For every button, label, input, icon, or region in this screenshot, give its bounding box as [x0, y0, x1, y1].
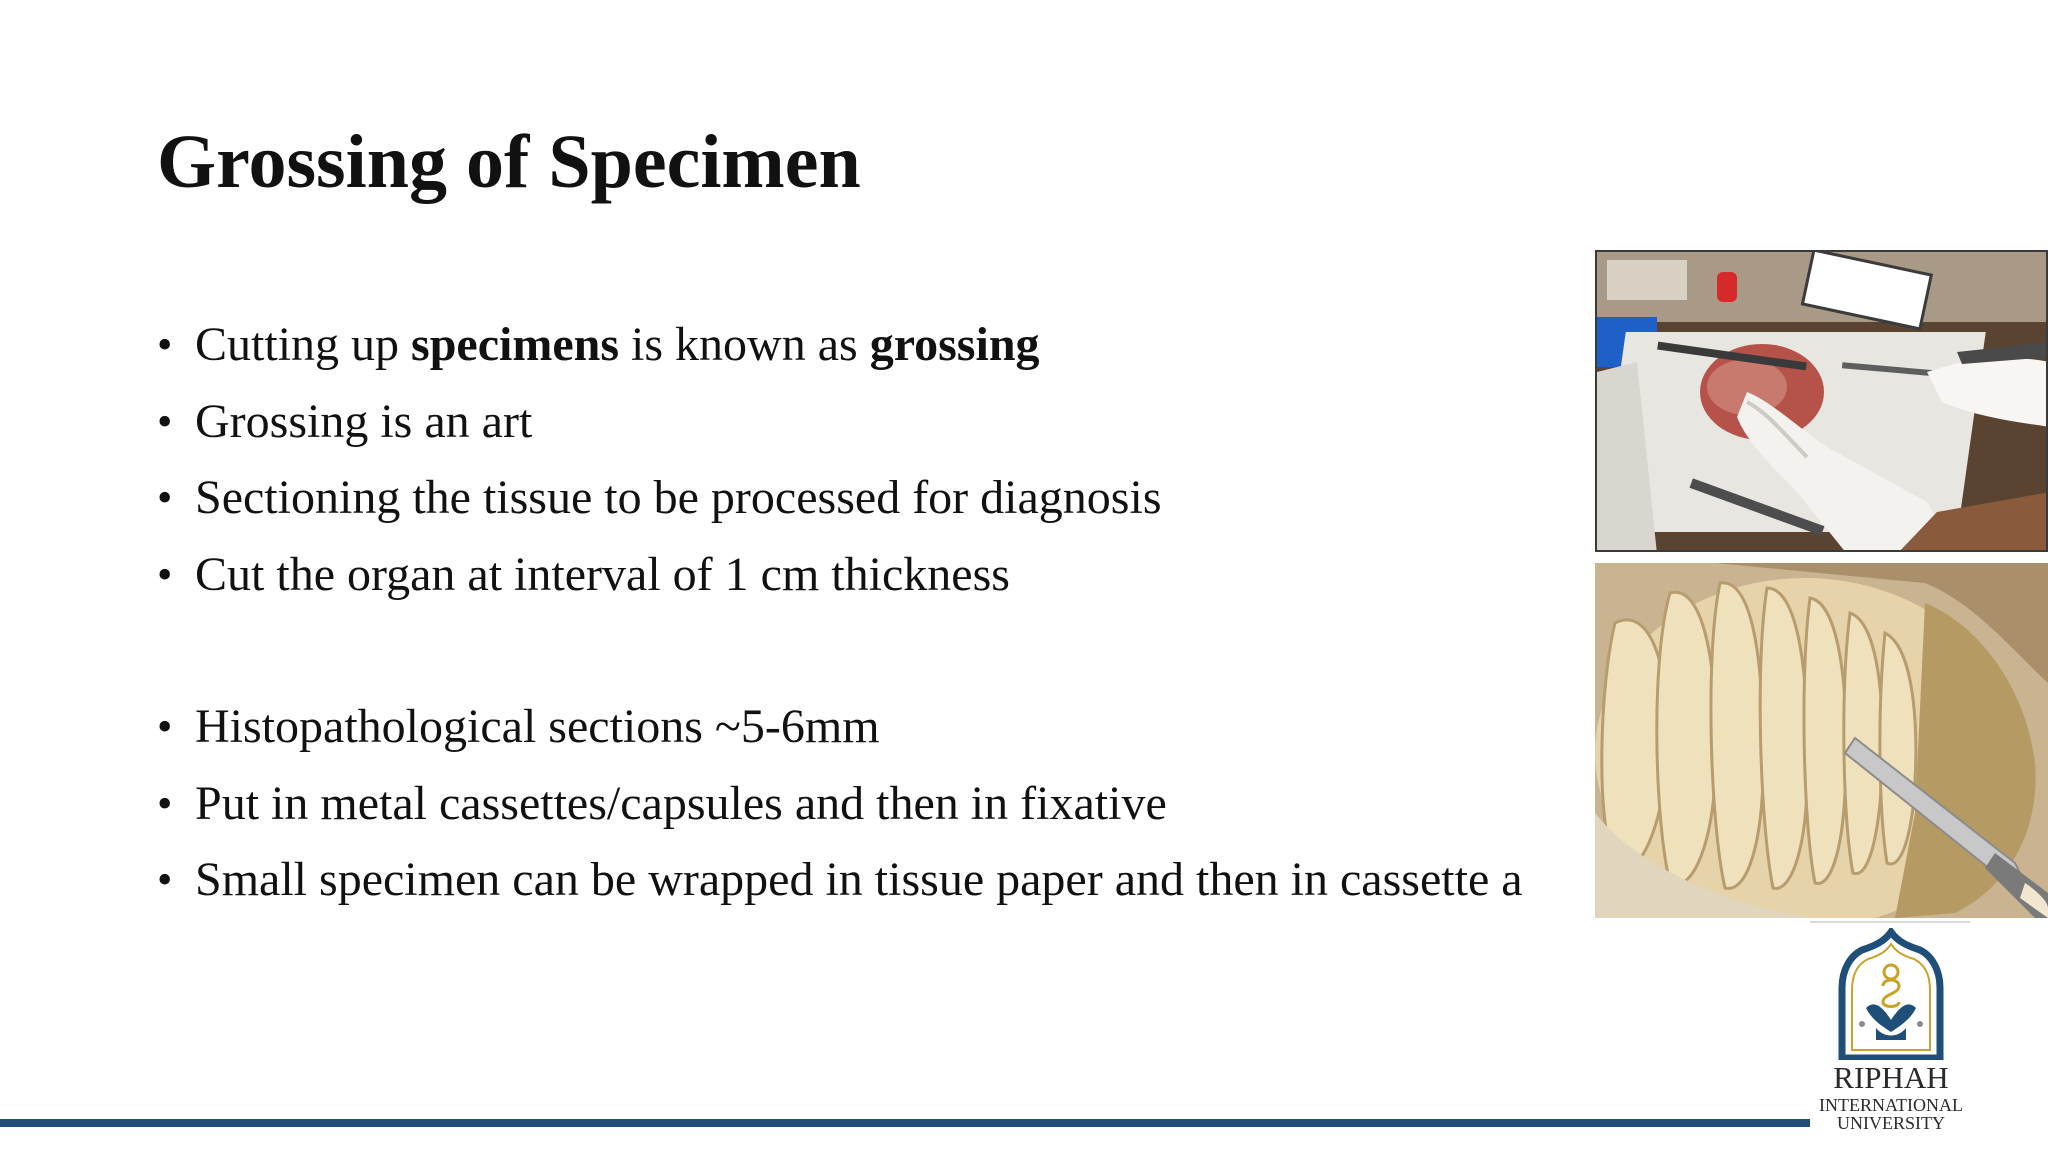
sliced-specimen-photo — [1595, 563, 2048, 918]
bullet-marker: • — [157, 396, 173, 446]
bullet-marker: • — [157, 855, 173, 904]
logo-name: RIPHAH — [1833, 1060, 1949, 1095]
bullet-item — [157, 537, 1597, 614]
bullet-item — [157, 307, 1597, 384]
logo-subtitle-line2: UNIVERSITY — [1837, 1113, 1945, 1133]
bullet-text: Cutting up specimens is known as grossing — [195, 318, 1040, 371]
bullet-text: Cut the organ at interval of 1 cm thickness — [195, 547, 1010, 601]
grossing-photo-illustration — [1597, 252, 2048, 552]
sliced-specimen-illustration — [1595, 563, 2048, 918]
logo-subtitle-line1: INTERNATIONAL — [1819, 1095, 1963, 1115]
bullet-marker: • — [157, 702, 173, 751]
bullet-text: Put in metal cassettes/capsules and then in fixative — [195, 776, 1167, 830]
bullet-text: Histopathological sections ~5-6mm — [195, 700, 880, 753]
bullet-marker: • — [157, 320, 173, 369]
footer-accent-bar — [0, 1119, 1810, 1127]
slide-title: Grossing of Specimen — [157, 120, 861, 204]
logo-divider — [1810, 921, 1970, 923]
bold-term-specimens: specimens — [411, 318, 620, 371]
bullet-item — [157, 384, 1597, 461]
bullet-item — [157, 842, 1597, 919]
bullet-marker: • — [157, 549, 173, 599]
bullet-list — [157, 307, 1597, 927]
riphah-logo — [1808, 928, 1974, 1138]
bullet-text: Small specimen can be wrapped in tissue paper and then in cassette a — [195, 853, 1523, 906]
bullet-text: Grossing is an art — [195, 394, 533, 448]
riphah-emblem-icon — [1836, 928, 1946, 1060]
bullet-marker: • — [157, 473, 173, 522]
bullet-item — [157, 766, 1597, 843]
bullet-text: Sectioning the tissue to be processed for diagnosis — [195, 471, 1162, 524]
bullet-marker: • — [157, 778, 173, 828]
grossing-photo — [1595, 250, 2048, 552]
bullet-item — [157, 689, 1597, 766]
bold-term-grossing: grossing — [869, 318, 1040, 371]
bullet-item — [157, 460, 1597, 537]
